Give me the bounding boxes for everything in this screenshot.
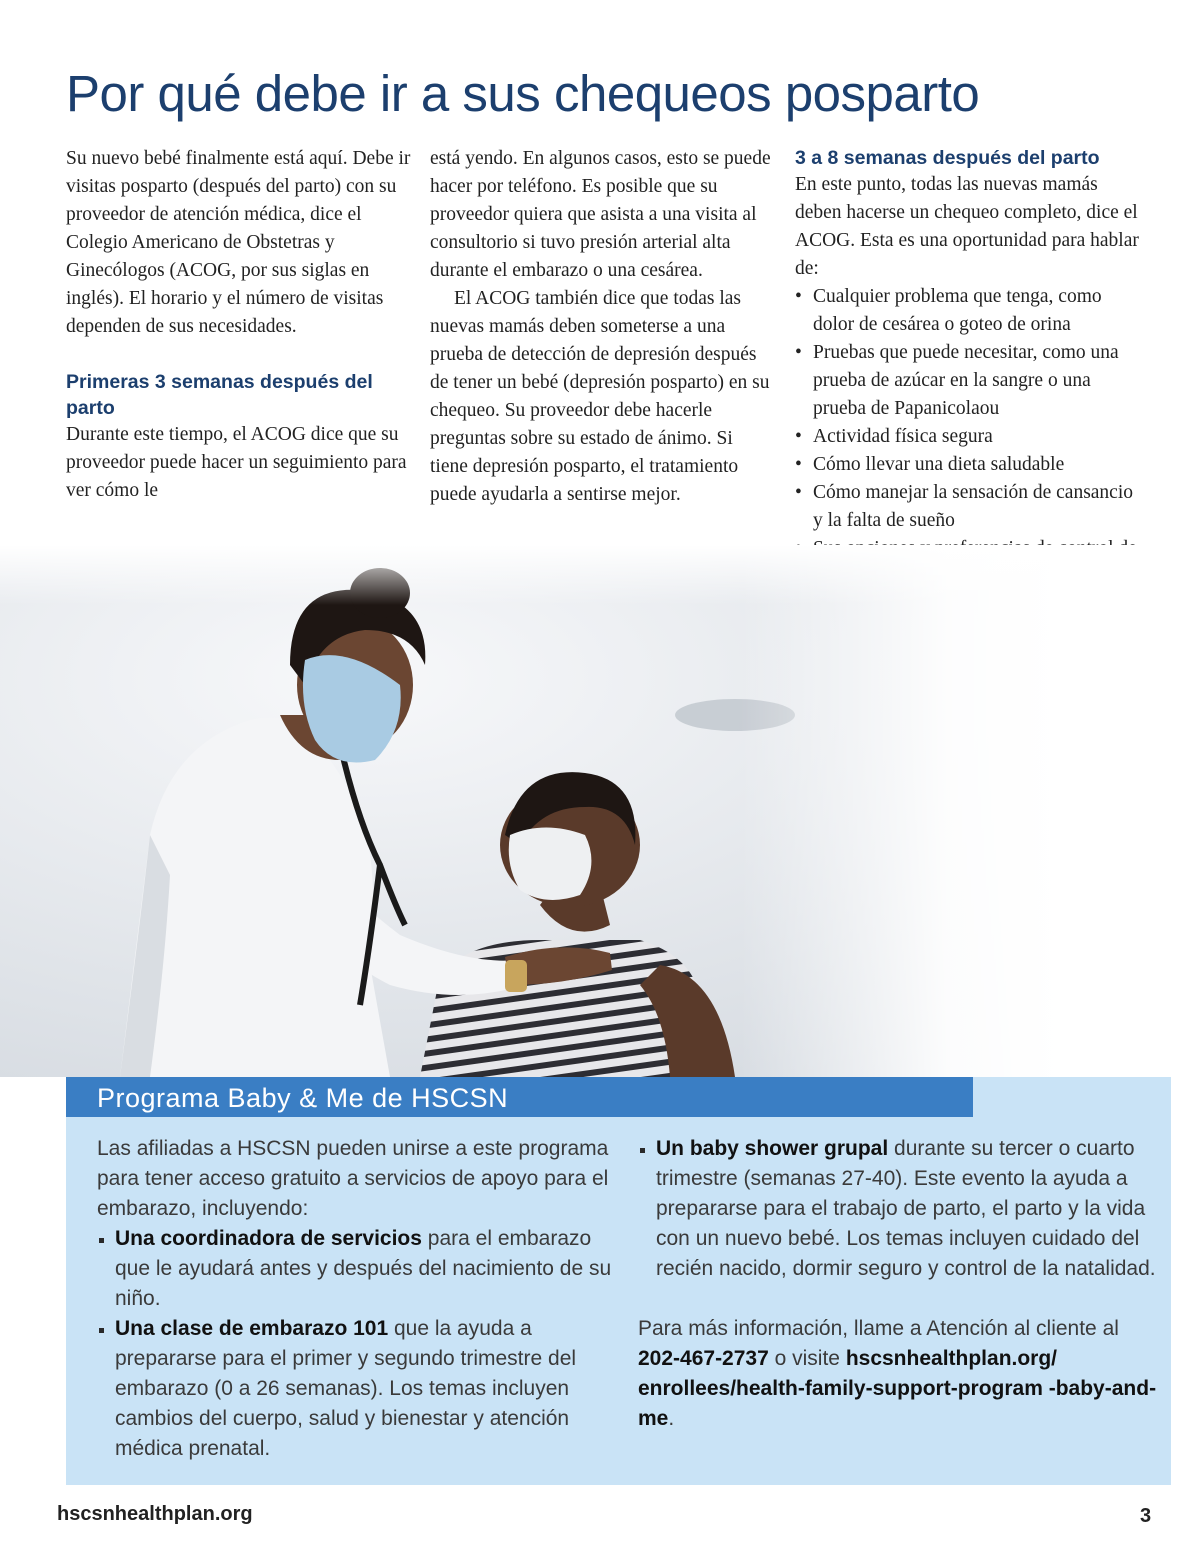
page-number: 3	[1140, 1505, 1152, 1527]
continuation-paragraph: está yendo. En algunos casos, esto se puede hacer por teléfono. Es posible que su proveedor quiera que asista a una visita al consultorio si tuvo presión arterial alta durante el embarazo o una cesárea.	[430, 148, 771, 281]
list-item: • Actividad física segura	[795, 423, 1140, 451]
program-services-list-2	[638, 1134, 1158, 1284]
footer-url[interactable]: hscsnhealthplan.org	[57, 1503, 253, 1525]
service-name: Un baby shower grupal	[656, 1137, 889, 1160]
list-item	[638, 1134, 1158, 1284]
program-title: Programa Baby & Me de HSCSN	[97, 1083, 509, 1113]
service-description: para el embarazo que le ayudará antes y después del nacimiento de su niño.	[115, 1227, 612, 1310]
list-item: • Cualquier problema que tenga, como dolor de cesárea o goteo de orina	[795, 283, 1140, 339]
phone-number[interactable]: 202-467-2737	[638, 1347, 769, 1370]
list-item	[97, 1314, 627, 1464]
program-column-2	[638, 1134, 1158, 1434]
program-title-bar	[66, 1077, 973, 1117]
service-description: que la ayuda a prepararse para el primer y segundo trimestre del embarazo (0 a 26 semanas). Los temas incluyen cambios del cuerpo, salud y bienestar y atención médica prenatal.	[115, 1317, 577, 1460]
section-heading-3-to-8-weeks: 3 a 8 semanas después del parto	[795, 147, 1100, 169]
contact-end: .	[668, 1407, 675, 1430]
first-weeks-paragraph: Durante este tiempo, el ACOG dice que su proveedor puede hacer un seguimiento para ver cómo le	[66, 424, 407, 501]
list-item: • Pruebas que puede necesitar, como una prueba de azúcar en la sangre o una prueba de Papanicolaou	[795, 339, 1140, 423]
contact-paragraph	[638, 1314, 1158, 1434]
section-heading-first-weeks: Primeras 3 semanas después del parto	[66, 371, 373, 419]
checkup-intro-paragraph: En este punto, todas las nuevas mamás deben hacerse un chequeo completo, dice el ACOG. Esta es una oportunidad para hablar de:	[795, 174, 1139, 279]
program-services-list	[97, 1224, 627, 1464]
doctor-patient-photo	[0, 545, 1200, 1077]
contact-mid: o visite	[768, 1347, 846, 1370]
article-column-1	[66, 145, 411, 505]
depression-paragraph: El ACOG también dice que todas las nuevas mamás deben someterse a una prueba de detección de depresión después de tener un bebé (depresión posparto) en su chequeo. Su proveedor debe hacerle preguntas sobre su estado de ánimo. Si tiene depresión posparto, el tratamiento puede ayudarla a sentirse mejor.	[430, 288, 770, 505]
contact-prefix: Para más información, llame a Atención al cliente al	[638, 1317, 1119, 1340]
service-name: Una coordinadora de servicios	[115, 1227, 422, 1250]
list-item	[97, 1224, 627, 1314]
article-column-2	[430, 145, 775, 509]
program-box	[66, 1077, 1171, 1485]
intro-paragraph: Su nuevo bebé finalmente está aquí. Debe ir visitas posparto (después del parto) con su proveedor de atención médica, dice el Colegio Americano de Obstetras y Ginecólogos (ACOG, por sus siglas en inglés). El horario y el número de visitas dependen de sus necesidades.	[66, 148, 411, 337]
program-intro: Las afiliadas a HSCSN pueden unirse a este programa para tener acceso gratuito a servicios de apoyo para el embarazo, incluyendo:	[97, 1137, 609, 1220]
list-item: • Cómo llevar una dieta saludable	[795, 451, 1140, 479]
list-item: • Cómo manejar la sensación de cansancio y la falta de sueño	[795, 479, 1140, 535]
program-url[interactable]: hscsnhealthplan.org/ enrollees/health-family-support-program -baby-and-me	[638, 1347, 1157, 1430]
service-name: Una clase de embarazo 101	[115, 1317, 389, 1340]
service-description: durante su tercer o cuarto trimestre (semanas 27-40). Este evento la ayuda a prepararse para el trabajo de parto, el parto y la vida con un nuevo bebé. Los temas incluyen cuidado del recién nacido, dormir seguro y control de la natalidad.	[656, 1137, 1156, 1280]
page-title: Por qué debe ir a sus chequeos posparto	[66, 65, 980, 122]
program-column-1	[97, 1134, 627, 1464]
